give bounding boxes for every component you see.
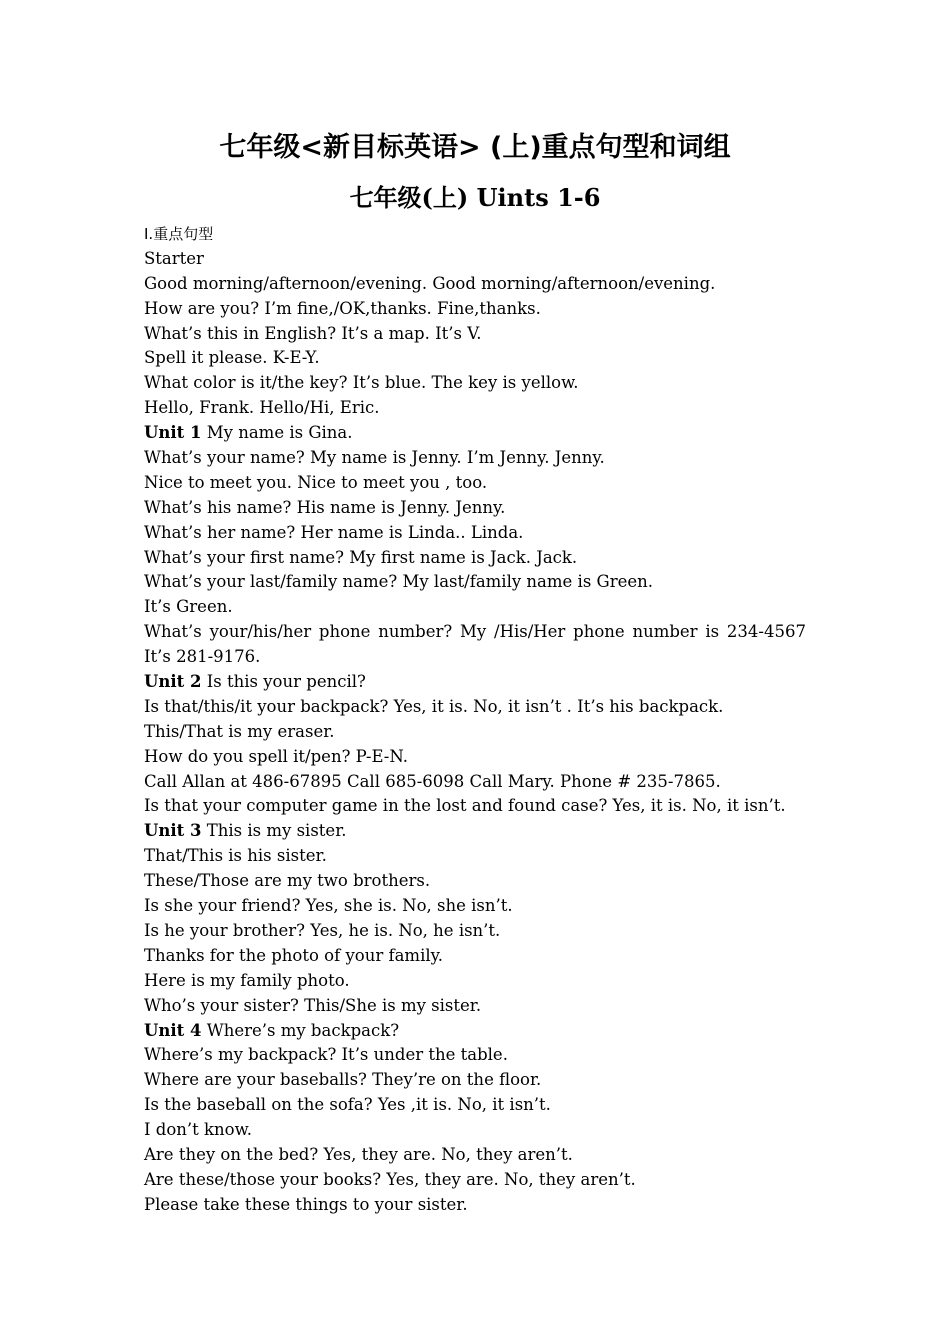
sentence-line	[144, 1118, 806, 1143]
unit-heading-line	[144, 421, 806, 446]
sentence-text: What’s your first name? My first name is Jack. Jack.	[144, 547, 578, 567]
sentence-text: What’s his name? His name is Jenny. Jenny.	[144, 497, 506, 517]
sentence-line	[144, 496, 806, 521]
sentence-text: Thanks for the photo of your family.	[144, 945, 443, 965]
sentence-text: What’s your/his/her phone number? My /His/Her phone number is 234-4567	[144, 622, 806, 642]
sentence-line	[144, 1193, 806, 1218]
sentence-line	[144, 1168, 806, 1193]
sentence-line	[144, 1093, 806, 1118]
sentence-line	[144, 645, 806, 670]
sentence-text: Hello, Frank. Hello/Hi, Eric.	[144, 398, 380, 418]
unit-title: This is my sister.	[201, 821, 347, 841]
sentence-text: Spell it please. K-E-Y.	[144, 348, 320, 368]
sentence-line	[144, 570, 806, 595]
unit-label: Unit 4	[144, 1020, 202, 1040]
section-heading	[144, 222, 806, 247]
page-title: 七年级<新目标英语> (上)重点句型和词组	[219, 132, 731, 163]
sentence-text: Is the baseball on the sofa? Yes ,it is. No, it isn’t.	[144, 1095, 551, 1115]
unit-heading-line	[144, 670, 806, 695]
sentence-line	[144, 346, 806, 371]
sentence-line	[144, 620, 806, 645]
sentence-line	[144, 994, 806, 1019]
sentence-line	[144, 919, 806, 944]
sentence-text: It’s Green.	[144, 597, 233, 617]
section-heading-label: I.重点句型	[144, 225, 214, 243]
sentence-text: Nice to meet you. Nice to meet you , too.	[144, 472, 488, 492]
sentence-line	[144, 720, 806, 745]
sentence-text: What’s this in English? It’s a map. It’s V.	[144, 323, 482, 343]
sentence-line	[144, 969, 806, 994]
sentence-text: How are you? I’m fine,/OK,thanks. Fine,thanks.	[144, 298, 541, 318]
page-subtitle: 七年级(上) Uints 1-6	[349, 183, 601, 212]
sentence-text: These/Those are my two brothers.	[144, 871, 431, 891]
sentence-line	[144, 1068, 806, 1093]
sentence-text: That/This is his sister.	[144, 846, 327, 866]
sentence-line	[144, 695, 806, 720]
unit-heading-line	[144, 1019, 806, 1044]
sentence-text: Are these/those your books? Yes, they are. No, they aren’t.	[144, 1169, 636, 1189]
sentence-line	[144, 521, 806, 546]
sentence-line	[144, 944, 806, 969]
sentence-text: It’s 281-9176.	[144, 647, 261, 667]
sentence-text: What color is it/the key? It’s blue. The key is yellow.	[144, 373, 579, 393]
sentence-text: Is he your brother? Yes, he is. No, he isn’t.	[144, 920, 501, 940]
sentence-line	[144, 770, 806, 795]
unit-label: Unit 3	[144, 821, 202, 841]
sentence-text: Is she your friend? Yes, she is. No, she isn’t.	[144, 896, 513, 916]
sentence-text: Are they on the bed? Yes, they are. No, they aren’t.	[144, 1144, 573, 1164]
sentence-text: Please take these things to your sister.	[144, 1194, 468, 1214]
sentence-text: Where are your baseballs? They’re on the floor.	[144, 1070, 542, 1090]
sentence-text: Starter	[144, 248, 204, 268]
sentence-text: Is that your computer game in the lost and found case? Yes, it is. No, it isn’t.	[144, 796, 786, 816]
sentence-line	[144, 894, 806, 919]
sentence-line	[144, 1043, 806, 1068]
sentence-text: What’s your name? My name is Jenny. I’m Jenny. Jenny.	[144, 448, 605, 468]
sentence-line	[144, 446, 806, 471]
unit-title: My name is Gina.	[201, 423, 353, 443]
sentence-text: Is that/this/it your backpack? Yes, it is. No, it isn’t . It’s his backpack.	[144, 696, 724, 716]
sentence-line	[144, 794, 806, 819]
sentence-line	[144, 396, 806, 421]
sentence-text: How do you spell it/pen? P-E-N.	[144, 746, 408, 766]
sentence-text: Good morning/afternoon/evening. Good morning/afternoon/evening.	[144, 273, 716, 293]
sentence-line	[144, 844, 806, 869]
sentence-line	[144, 297, 806, 322]
sentence-list	[144, 247, 806, 1218]
sentence-line	[144, 471, 806, 496]
unit-title: Is this your pencil?	[201, 672, 366, 692]
document-body	[144, 222, 806, 1218]
unit-label: Unit 2	[144, 672, 202, 692]
sentence-text: What’s her name? Her name is Linda.. Linda.	[144, 522, 524, 542]
sentence-line	[144, 272, 806, 297]
sentence-line	[144, 745, 806, 770]
sentence-text: This/That is my eraser.	[144, 721, 335, 741]
sentence-text: Here is my family photo.	[144, 970, 350, 990]
sentence-text: Who’s your sister? This/She is my sister.	[144, 995, 482, 1015]
sentence-line	[144, 371, 806, 396]
sentence-line	[144, 869, 806, 894]
sentence-line	[144, 1143, 806, 1168]
sentence-text: Where’s my backpack? It’s under the table.	[144, 1045, 508, 1065]
sentence-line	[144, 595, 806, 620]
unit-heading-line	[144, 819, 806, 844]
sentence-line	[144, 546, 806, 571]
sentence-text: Call Allan at 486-67895 Call 685-6098 Call Mary. Phone # 235-7865.	[144, 771, 721, 791]
sentence-line	[144, 247, 806, 272]
sentence-text: What’s your last/family name? My last/family name is Green.	[144, 572, 653, 592]
unit-label: Unit 1	[144, 423, 202, 443]
unit-title: Where’s my backpack?	[201, 1020, 400, 1040]
sentence-text: I don’t know.	[144, 1120, 252, 1140]
sentence-line	[144, 322, 806, 347]
